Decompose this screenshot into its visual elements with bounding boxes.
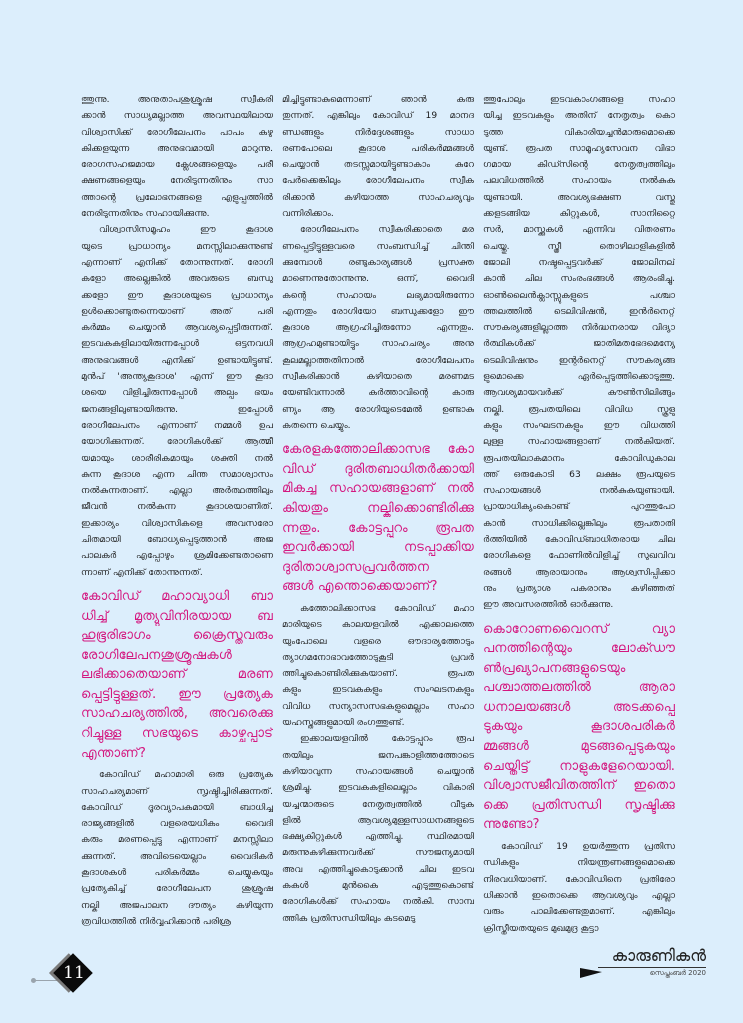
text-line: സ്വീകരിക്കാൻ കഴിയാതെ മരണമട: [282, 372, 474, 383]
text-line: യഹസ്തങ്ങളുമായി രംഗത്തുണ്ട്.: [282, 718, 405, 729]
magazine-name: കാരുണികൻ: [611, 946, 706, 965]
text-line: എന്നതും രോഗിയോ ബന്ധുക്കളോ ഈ: [282, 306, 474, 317]
text-line: പശ്ചാത്തലത്തിൽ ആരാ: [483, 680, 675, 696]
text-line: ത്തുപോലും ഇടവകാംഗങ്ങളെ സഹാ: [483, 95, 675, 105]
text-line: കൂദാശകൾ പരികർമ്മം ചെയ്യുകയും: [81, 868, 273, 879]
text-line: കതന്നെ ചെയ്യും.: [282, 420, 351, 431]
text-line: യുണ്ട്. രൂപത സാമൂഹ്യസേവന വിഭാ: [483, 143, 675, 154]
text-line: കൊറോണവൈറസ് വ്യാ: [483, 621, 675, 637]
text-line: കർമ്മം ചെയ്യാൻ ആവശ്യപ്പെട്ടിരുന്നത്.: [81, 323, 273, 334]
text-line: യച്ചന്മാരുടെ നേതൃത്വത്തിൽ വീടുക: [282, 799, 474, 810]
text-line: ത്രവിധത്തിൽ നിർവ്വഹിക്കാൻ പരിശ്ര: [81, 916, 231, 927]
text-line: നല്കി അജപാലന ദൗത്യം കഴിയുന്ന: [81, 900, 273, 911]
text-line: അനുഭവങ്ങൾ എനിക്ക് ഉണ്ടായിട്ടുണ്ട്.: [81, 355, 273, 366]
text-line: ർത്തിയിൽ കോവിഡ്ബാധിതരായ ചില: [483, 535, 675, 546]
text-line: സാഹചര്യമാണ് സൃഷ്ടിച്ചിരിക്കുന്നത്.: [81, 786, 273, 797]
text-line: കരും മരണപ്പെട്ടു എന്നാണ് മനസ്സിലാ: [81, 835, 273, 846]
answer-paragraph: [81, 222, 273, 581]
text-line: ക്കാൻ സാധ്യമല്ലാത്ത അവസ്ഥയിലായ: [81, 111, 273, 122]
text-line: വരും പാലിക്കേണ്ടതുമാണ്. എങ്കിലും: [483, 907, 675, 918]
text-line: ഇക്കാലയളവിൽ കോട്ടപ്പുറം രൂപ: [300, 734, 474, 745]
text-line: ന്ധികളും നിയന്ത്രണങ്ങളുമൊക്കെ: [483, 858, 675, 869]
text-line: ത്താന്റെ പ്രലോഭനങ്ങളെ എളുപ്പത്തിൽ: [81, 192, 273, 203]
text-line: ക്കുമ്പോൾ രണ്ടുകാര്യങ്ങൾ പ്രസക്ത: [282, 257, 474, 268]
text-line: എന്നാണ് എനിക്ക് തോന്നുന്നത്. രോഗി: [81, 257, 273, 268]
text-line: ഓൺലൈൻക്ലാസ്സുകളുടെ പശ്ചാ: [483, 290, 675, 301]
text-line: ത്തിച്ചുകൊണ്ടിരിക്കുകയാണ്. രൂപത: [282, 669, 474, 680]
text-line: യമായും ശാരീരികമായും ശക്തി നൽ: [81, 453, 273, 464]
text-line: എന്താണ്?: [81, 745, 146, 761]
text-line: യോഗിക്കുന്നത്. രോഗികൾക്ക് ആത്മീ: [81, 437, 273, 448]
text-line: സാഹചര്യത്തിൽ, അവരെക്കു: [81, 706, 273, 722]
text-line: ക്രിസ്തീയതയുടെ മുഖമുദ്ര കൂട്ടാ: [483, 923, 599, 934]
text-line: ക്ഷണങ്ങളെയും നേരിടുന്നതിനും സാ: [81, 176, 273, 187]
text-line: ക്കളോ ഈ കൂദാശയുടെ പ്രാധാന്യം: [81, 290, 273, 301]
text-line: സർ, മാസ്ക്കുകൾ എന്നിവ വിതരണം: [483, 225, 675, 236]
text-line: വിവിധ സന്യാസസഭകളുമെല്ലാം സഹാ: [282, 701, 474, 712]
answer-paragraph: [81, 767, 273, 930]
text-line: ത്യാഗമനോഭാവത്തോടുകൂടി പ്രവർ: [282, 652, 474, 663]
text-line: പലവിധത്തിൽ സഹായം നൽകുക: [483, 176, 675, 187]
text-line: രോഗികളെ ഫോണിൽവിളിച്ച് സുഖവിവ: [483, 551, 675, 562]
text-line: ളുമൊക്കെ ഏർപ്പെടുത്തിക്കൊടുത്തു.: [483, 372, 675, 383]
answer-paragraph: [282, 92, 474, 222]
text-line: പേർക്കെങ്കിലും രോഗീലേപനം സ്വീക: [282, 176, 474, 187]
text-line: ശയെ വിളിച്ചിരുന്നപ്പോൾ അല്പം ഭയം: [81, 388, 273, 399]
text-line: രണപോലെ കൂദാശ പരികർമ്മങ്ങൾ: [282, 143, 474, 154]
interview-question: [282, 440, 474, 597]
text-line: കോവിഡ് മഹാമാരി ഒരു പ്രത്യേക: [99, 770, 273, 781]
text-line: ക്കെ പ്രതിസന്ധി സൃഷ്ടിക്കു: [483, 797, 675, 813]
text-line: കന്റെ സഹായം ലഭ്യമായിരുന്നോ: [282, 290, 474, 301]
text-line: കത്തോലിക്കാസഭ കോവിഡ് മഹാ: [300, 603, 474, 614]
text-line: യിച്ച ഇടവകളും അതിന് നേതൃത്വം കൊ: [483, 111, 675, 122]
text-line: രാജ്യങ്ങളിൽ വളരെയധികം വൈദി: [81, 819, 273, 830]
text-line: വിശ്വാസജീവിതത്തിന് ഇതൊ: [483, 778, 675, 794]
text-line: കോവിഡ് മഹാവ്യാധി ബാ: [81, 588, 273, 604]
text-line: ലുള്ള സഹായങ്ങളാണ് നൽകിയത്.: [483, 437, 675, 448]
interview-question: [81, 587, 273, 763]
text-line: ണ്ഡങ്ങളും നിർദ്ദേശങ്ങളും സാധാ: [282, 127, 474, 138]
text-line: പാലകർ എപ്പോഴും ശ്രമിക്കേണ്ടതാണെ: [81, 551, 273, 562]
text-line: കൂദാശ ആഗ്രഹിച്ചിരുന്നോ എന്നതും.: [282, 323, 474, 334]
text-line: കിക്കളയുന്ന അനുഭവമായി മാറുന്നു.: [81, 143, 273, 154]
text-line: ആഗ്രഹമുണ്ടായിട്ടും സാഹചര്യം അനു: [282, 339, 474, 350]
text-line: അവ എത്തിച്ചുകൊടുക്കാൻ ചില ഇടവ: [282, 864, 474, 875]
text-line: ഇടവകകളിലായിരുന്നപ്പോൾ ഒട്ടനവധി: [81, 339, 273, 350]
text-line: ദുരിതാശ്വാസപ്രവർത്തന: [282, 559, 430, 575]
text-line: മ്മങ്ങൾ മുടങ്ങപ്പെടുകയും: [483, 739, 675, 755]
text-line: കകൾ മുൻകൈ എടുത്തുകൊണ്ട്: [282, 881, 474, 892]
page-number: 11: [63, 963, 85, 983]
text-line: ജനങ്ങളിലുണ്ടായിരുന്നു. ഇപ്പോൾ: [81, 404, 273, 415]
text-line: ധിക്കാൻ ഇതൊക്കെ ആവശ്യവും എല്ലാ: [483, 890, 675, 901]
text-line: രിക്കാൻ കഴിയാത്ത സാഹചര്യവും: [282, 192, 474, 203]
text-line: ജോലി നഷ്ടപ്പെട്ടവർക്ക് ജോലിനല്: [483, 257, 675, 268]
text-line: തയിലും ജനപങ്കാളിത്തത്തോടെ: [282, 750, 474, 761]
answer-paragraph: [282, 731, 474, 927]
text-line: കേരളകത്തോലിക്കാസഭ കോ: [282, 442, 474, 458]
text-column-1: [81, 92, 273, 930]
text-line: പ്രായാധിക്യംകൊണ്ട് പുറത്തുപോ: [483, 502, 675, 513]
text-line: യുംപോലെ വളരെ ഔദാര്യത്തോടും: [282, 636, 474, 647]
text-line: പ്രത്യേകിച്ച് രോഗീലേപന ശുശ്രൂഷ: [81, 884, 273, 895]
text-line: ജീവൻ നൽകുന്ന കൂദാശയാണിത്.: [81, 502, 273, 513]
text-line: തുന്നത്. എങ്കിലും കോവിഡ് 19 മാനദ: [282, 111, 474, 122]
text-line: കളോ അല്ലെങ്കിൽ അവരുടെ ബന്ധു: [81, 274, 273, 285]
answer-paragraph: [483, 839, 675, 937]
text-line: കളും ഇടവകകളും സംഘടനകളും: [282, 685, 474, 696]
text-line: ടുകയും കൂദാശപരികർ: [483, 719, 675, 735]
text-line: കൂലമല്ലാത്തതിനാൽ രോഗീലേപനം: [282, 355, 474, 366]
text-line: മാരിയുടെ കാലയളവിൽ എക്കാലത്തെ: [282, 620, 474, 631]
interview-question: [483, 620, 675, 836]
text-line: രോഗസഹജമായ ക്ലേശങ്ങളെയും പരീ: [81, 160, 273, 171]
answer-paragraph: [282, 222, 474, 434]
text-line: ഹുഭൂരിഭാഗം ക്രൈസ്തവരും: [81, 628, 273, 644]
text-line: മിച്ചിട്ടുണ്ടാകുമെന്നാണ് ഞാൻ കരു: [282, 95, 474, 105]
text-column-3: [483, 92, 675, 937]
text-line: ൺപ്രഖ്യാപനങ്ങളുടെയും: [483, 660, 626, 676]
text-line: ത്തലത്തിൽ ടെലിവിഷൻ, ഇൻർനെറ്റ്: [483, 306, 675, 317]
text-line: ന്നാണ് എനിക്ക് തോന്നുന്നത്.: [81, 567, 203, 578]
text-line: കിയതും നല്കിക്കൊണ്ടിരിക്കു: [282, 501, 474, 517]
text-line: നല്കി. രൂപതയിലെ വിവിധ സ്കൂളു: [483, 404, 675, 415]
text-line: കളും സംഘടനകളും ഈ വിധത്തി: [483, 420, 675, 431]
issue-date: സെപ്തംബർ 2020: [649, 969, 706, 977]
text-line: ടെലിവിഷനും ഇന്റർനെറ്റ് സൗകര്യങ്ങ: [483, 355, 675, 366]
text-line: ർത്ഥികൾക്ക് ജാതിമതഭേദമെന്യേ: [483, 339, 675, 350]
answer-paragraph: [282, 601, 474, 731]
text-line: റിച്ചുള്ള സഭയുടെ കാഴ്ചപ്പാട്: [81, 726, 273, 742]
text-line: കാൻ സാധിക്കില്ലെങ്കിലും രൂപതാതി: [483, 518, 675, 529]
text-line: ഭക്ഷ്യകിറ്റുകൾ എത്തിച്ചു. സ്ഥിരമായി: [282, 832, 474, 843]
text-line: വന്നിരിക്കാം.: [282, 209, 334, 220]
text-line: യേണ്ടിവന്നാൽ കർത്താവിന്റെ കാരു: [282, 388, 474, 399]
text-line: നും പ്രത്യാശ പകരാനും കഴിഞ്ഞത്: [483, 583, 675, 594]
text-line: സൗകര്യങ്ങളില്ലാത്ത നിർദ്ധനരായ വിദ്യാ: [483, 323, 675, 334]
answer-paragraph: [483, 92, 675, 614]
text-line: യുടെ പ്രാധാന്യം മനസ്സിലാക്കുന്നുണ്ട്: [81, 241, 273, 252]
text-line: ചെയ്യാൻ തടസ്സമായിട്ടുണ്ടാകാം കുറേ: [282, 160, 474, 171]
text-line: രോഗീലേപനം എന്നാണ് നമ്മൾ ഉപ: [81, 420, 273, 431]
text-line: ശ്രമിച്ചു. ഇടവകകളിലെല്ലാം വികാരി: [282, 783, 474, 794]
text-line: സഹായങ്ങൾ നൽകുകയുണ്ടായി.: [483, 486, 675, 497]
text-line: ത്തുന്നു. അനുതാപശുശ്രൂഷ സ്വീകരി: [81, 95, 273, 105]
text-line: കാൻ ചില സംരംഭങ്ങൾ ആരംഭിച്ചു.: [483, 274, 675, 285]
text-line: മികച്ച സഹായങ്ങളാണ് നൽ: [282, 481, 474, 497]
text-line: ളിൽ ആവശ്യമുള്ളസാധനങ്ങളുടെ: [282, 815, 474, 826]
text-line: ണ്യം ആ രോഗിയുടെമേൽ ഉണ്ടാകു: [282, 404, 474, 415]
text-line: ണപ്പെട്ടിട്ടുള്ളവരെ സംബന്ധിച്ച് ചിന്തി: [282, 241, 474, 252]
text-line: കോവിഡ് ദൂരവ്യാപകമായി ബാധിച്ച: [81, 802, 273, 813]
text-line: വിഡ് ദുരിതബാധിതർക്കായി: [282, 461, 474, 477]
text-line: ലഭിക്കാതെയാണ് മരണ: [81, 667, 273, 683]
text-line: പ്പെട്ടിട്ടുള്ളത്. ഈ പ്രത്യേക: [81, 686, 273, 702]
text-line: ചിതമായി ബോധ്യപ്പെടുത്താൻ അജ: [81, 535, 273, 546]
text-line: നൽകുന്നതാണ്. എല്ലാ അർത്ഥത്തിലും: [81, 486, 273, 497]
text-line: രോഗീലേപനം സ്വീകരിക്കാതെ മര: [300, 225, 474, 236]
text-line: വിശ്വാസിസമൂഹം ഈ കൂദാശ: [99, 225, 273, 236]
text-line: വിശ്വാസിക്ക് രോഗീലേപനം പാപം കഴു: [81, 127, 273, 138]
text-line: ന്നുണ്ടോ?: [483, 817, 540, 833]
text-line: കുന്ന കൂദാശ എന്ന ചിന്ത സമാശ്വാസം: [81, 469, 273, 480]
text-line: ഇക്കാര്യം വിശ്വാസികളെ അവസരോ: [81, 518, 273, 529]
text-line: ധിച്ച് മൃത്യുവിനിരയായ ബ: [81, 608, 273, 624]
wedge-decoration-icon: [580, 968, 602, 978]
text-line: ചെയ്തു. സ്ത്രീ തൊഴിലാളികളിൽ: [483, 241, 675, 252]
text-line: ത്തിക പ്രതിസന്ധിയിലും കടമെടു: [282, 913, 416, 924]
text-line: രങ്ങൾ ആരായാനും ആശ്വസിപ്പിക്കാ: [483, 567, 675, 578]
text-column-2: [282, 92, 474, 927]
footer-rule: [598, 967, 706, 968]
text-line: ധനാലയങ്ങൾ അടക്കപ്പെ: [483, 699, 675, 715]
text-line: ഉൾക്കൊണ്ടുതന്നെയാണ് അത് പരി: [81, 306, 273, 317]
text-line: ആവശ്യമായവർക്ക് കൗൺസിലിങ്ങും: [483, 388, 675, 399]
text-line: ഗമായ കിഡ്സിന്റെ നേതൃത്വത്തിലും: [483, 160, 675, 171]
text-line: ന്നതും. കോട്ടപ്പുറം രൂപത: [282, 520, 474, 536]
text-line: രോഗിലേപനശുശ്രൂഷകൾ: [81, 647, 233, 663]
text-line: ക്കുന്നത്. അവിടെയെല്ലാം വൈദികർ: [81, 851, 273, 862]
text-line: യുണ്ടായി. അവശ്യഭക്ഷണ വസ്തു: [483, 192, 675, 203]
text-line: കോവിഡ് 19 ഉയർത്തുന്ന പ്രതിസ: [501, 842, 675, 853]
text-line: നേരിടുന്നതിനും സഹായിക്കുന്നു.: [81, 209, 210, 220]
text-line: മരുന്നുകഴിക്കുന്നവർക്ക് സൗജന്യമായി: [282, 848, 474, 859]
text-line: മുൻപ് 'അന്ത്യകൂദാശ' എന്ന് ഈ കൂദാ: [81, 372, 273, 383]
answer-paragraph: [81, 92, 273, 222]
text-line: കഴിയാവുന്ന സഹായങ്ങൾ ചെയ്യാൻ: [282, 766, 474, 777]
text-line: ങ്ങൾ എന്തൊക്കെയാണ്?: [282, 579, 438, 595]
text-line: രൂപതയിലാകമാനം കോവിഡുകാല: [483, 453, 675, 464]
text-line: ത്ത് ഒരുകോടി 63 ലക്ഷം രൂപയുടെ: [483, 469, 675, 480]
text-line: മാണെന്നുതോന്നുന്നു. ഒന്ന്, വൈദി: [282, 274, 474, 285]
text-line: ടുത്ത വികാരിയച്ചൻമാരുമൊക്കെ: [483, 127, 675, 138]
text-line: പനത്തിന്റെയും ലോക്ഡൗ: [483, 641, 675, 657]
text-line: ഈ അവസരത്തിൽ ഓർക്കുന്നു.: [483, 600, 614, 611]
text-line: ചെയ്തിട്ട് നാളുകളേറെയായി.: [483, 758, 675, 774]
text-line: ക്കളടങ്ങിയ കിറ്റുകൾ, സാനിറ്റൈ: [483, 209, 675, 220]
text-line: ഇവർക്കായി നടപ്പാക്കിയ: [282, 540, 474, 556]
text-line: നിരവധിയാണ്. കോവിഡിനെ പ്രതിരോ: [483, 874, 675, 885]
text-line: രോഗികൾക്ക് സഹായം നൽകി. സാമ്പ: [282, 897, 474, 908]
